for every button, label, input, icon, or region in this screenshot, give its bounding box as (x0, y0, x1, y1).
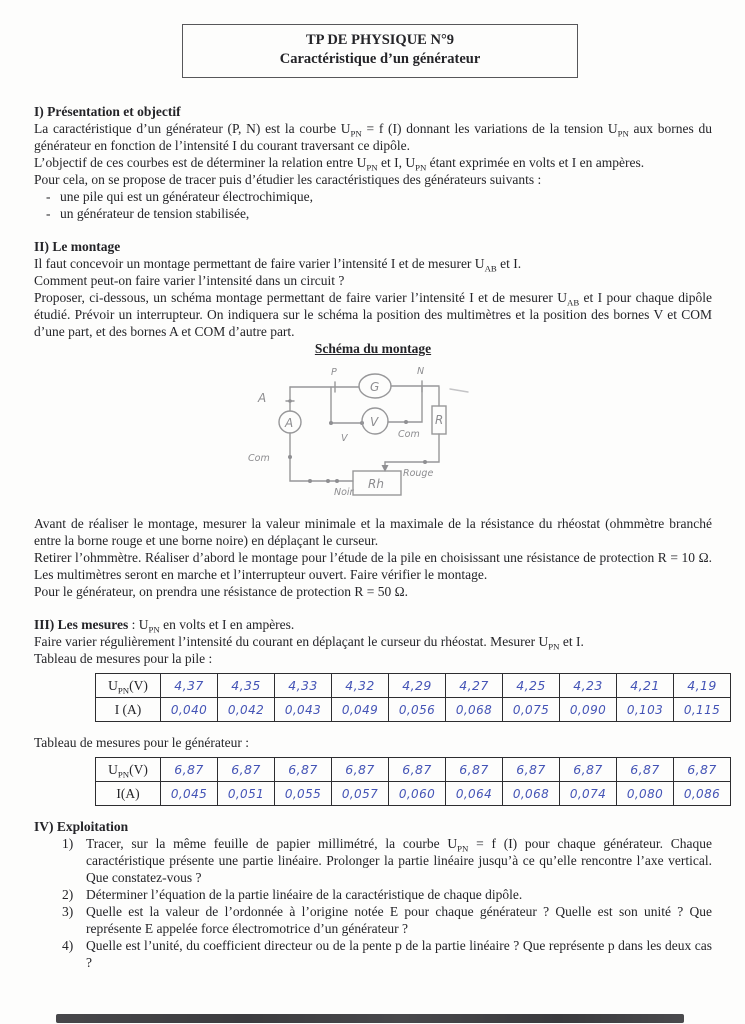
section3-heading (34, 616, 712, 633)
junction-dot (326, 479, 330, 483)
table-row (96, 674, 731, 698)
junction-dot (335, 479, 339, 483)
measurement-cell: 0,045 (161, 782, 218, 806)
measurement-cell: 4,33 (275, 674, 332, 698)
item-number: 1) (62, 836, 74, 851)
voltmeter-label: V (370, 415, 379, 429)
measurement-cell: 6,87 (161, 758, 218, 782)
list-item (34, 886, 712, 903)
measurement-cell: 6,87 (446, 758, 503, 782)
measurement-cell: 0,040 (161, 698, 218, 722)
ammeter-label: A (285, 416, 294, 430)
measurement-cell: 4,32 (332, 674, 389, 698)
generator-measurements-table (95, 757, 731, 806)
measurement-cell: 0,086 (674, 782, 731, 806)
paragraph: Pour le générateur, on prendra une résistance de protection R = 50 Ω. (34, 584, 408, 599)
paragraph: Avant de réaliser le montage, mesurer la valeur minimale et la maximale de la résistance du rhéostat (ohmmètre branché entre la borne rouge et une borne noire) en déplaçant le curseur. (34, 516, 712, 548)
measurement-cell: 6,87 (218, 758, 275, 782)
list-item (34, 835, 712, 886)
measurement-cell: 0,049 (332, 698, 389, 722)
measurement-cell: 6,87 (332, 758, 389, 782)
measurement-cell: 0,056 (389, 698, 446, 722)
measurement-cell: 6,87 (674, 758, 731, 782)
measurement-cell: 0,068 (446, 698, 503, 722)
measurement-cell: 4,29 (389, 674, 446, 698)
list-item (34, 937, 712, 971)
rheostat-label: Rh (368, 477, 384, 491)
table-row (96, 758, 731, 782)
generator-label: G (370, 380, 380, 394)
measurement-cell: 0,055 (275, 782, 332, 806)
section3-heading-bold: III) Les mesures (34, 617, 129, 632)
measurement-cell: 4,37 (161, 674, 218, 698)
measurement-cell: 6,87 (389, 758, 446, 782)
measurement-cell: 0,051 (218, 782, 275, 806)
schema-title: Schéma du montage (314, 341, 432, 356)
item-number: 3) (62, 904, 74, 919)
item-text: Déterminer l’équation de la partie linéaire de la caractéristique de chaque dipôle. (86, 887, 523, 902)
document-subtitle: Caractéristique d’un générateur (279, 51, 481, 67)
ammeter-com-label: Com (248, 453, 270, 464)
voltmeter-terminal-label: V (341, 433, 348, 444)
list-item (34, 188, 712, 205)
paragraph: Comment peut-on faire varier l’intensité dans un circuit ? (34, 273, 345, 288)
measurement-cell: 4,25 (503, 674, 560, 698)
measurement-cell: 4,35 (218, 674, 275, 698)
measurement-cell: 6,87 (503, 758, 560, 782)
measurement-cell: 4,27 (446, 674, 503, 698)
measurement-cell: 0,060 (389, 782, 446, 806)
bullet-text: une pile qui est un générateur électrochimique, (60, 189, 314, 204)
paragraph: La caractéristique d’un générateur (P, N) est la courbe $U_{PN} = f$ (I) donnant les variations de la tension $U_{PN}$ aux bornes du générateur en fonction de l’intensité I du courant traversant ce dipôle. (34, 121, 712, 153)
item-text: Quelle est la valeur de l’ordonnée à l’origine notée E pour chaque générateur ? Quelle est son unité ? Que représente E appelée force électromotrice d’un générateur ? (86, 904, 712, 936)
paragraph: Proposer, ci-dessous, un schéma montage permettant de faire varier l’intensité I et de mesurer $U_{AB}$ et I pour chaque dipôle étudié. Prévoir un interrupteur. On indiquera sur le schéma la position des multimètres et la position des bornes V et COM d’une part, et des bornes A et COM d’autre part. (34, 290, 713, 339)
table-pile-caption: Tableau de mesures pour la pile : (34, 651, 213, 666)
circuit-wire (388, 387, 422, 422)
section1-heading: I) Présentation et objectif (34, 104, 181, 119)
paragraph: Faire varier régulièrement l’intensité du courant en déplaçant le curseur du rhéostat. Mesurer $U_{PN}$ et I. (34, 634, 584, 652)
row-header: $U_{PN}(V)$ (96, 674, 161, 698)
junction-dot (404, 420, 408, 424)
red-terminal-label: Rouge (403, 468, 434, 479)
circuit-sketch (240, 361, 500, 513)
black-terminal-label: Noir (334, 487, 354, 498)
paragraph: Il faut concevoir un montage permettant de faire varier l’intensité I et de mesurer $U_{AB}$ et I. (34, 256, 522, 274)
table-row (96, 698, 731, 722)
measurement-cell: 4,23 (560, 674, 617, 698)
measurement-cell: 0,075 (503, 698, 560, 722)
scan-artifact-bar (56, 1014, 684, 1023)
section-mesures (34, 616, 721, 806)
list-item (34, 903, 712, 937)
measurement-cell: 0,103 (617, 698, 674, 722)
circuit-diagram (240, 361, 712, 513)
measurement-cell: 0,074 (560, 782, 617, 806)
junction-dot (423, 460, 427, 464)
row-header: I (A) (96, 698, 161, 722)
item-text: Tracer, sur la même feuille de papier millimétré, la courbe $U_{PN} = f$ (I) pour chaque générateur. Chaque caractéristique présente une partie linéaire. Prolonger la partie linéaire jusqu’à ce qu’elle rencontre l’axe vertical. Que constatez-vous ? (86, 836, 712, 885)
pile-measurements-table (95, 673, 731, 722)
bullet-marker: - (46, 189, 51, 204)
measurement-cell: 0,068 (503, 782, 560, 806)
measurement-cell: 0,042 (218, 698, 275, 722)
bullet-text: un générateur de tension stabilisée, (60, 206, 250, 221)
measurement-cell: 0,057 (332, 782, 389, 806)
table-row (96, 782, 731, 806)
section-exploitation (34, 818, 712, 971)
title-box (182, 24, 578, 78)
measurement-cell: 0,115 (674, 698, 731, 722)
table-generator-caption: Tableau de mesures pour le générateur : (34, 735, 249, 750)
list-item (34, 205, 712, 222)
bullet-marker: - (46, 206, 51, 221)
section4-heading: IV) Exploitation (34, 819, 129, 834)
measurement-cell: 0,064 (446, 782, 503, 806)
measurement-cell: 6,87 (560, 758, 617, 782)
junction-dot (329, 421, 333, 425)
voltmeter-com-label: Com (398, 429, 420, 440)
item-number: 4) (62, 938, 74, 953)
measurement-cell: 0,090 (560, 698, 617, 722)
paragraph: Pour cela, on se propose de tracer puis d’étudier les caractéristiques des générateurs suivants : (34, 172, 542, 187)
junction-dot (308, 479, 312, 483)
measurement-cell: 6,87 (617, 758, 674, 782)
section2-heading: II) Le montage (34, 239, 121, 254)
measurement-cell: 6,87 (275, 758, 332, 782)
ammeter-terminal-label: A (258, 391, 267, 405)
row-header: $U_{PN}(V)$ (96, 758, 161, 782)
section-montage (34, 238, 712, 600)
question-list (34, 835, 712, 971)
item-text: Quelle est l’unité, du coefficient directeur ou de la pente p de la partie linéaire ? Que représente p dans les deux cas ? (86, 938, 712, 970)
section-presentation (34, 103, 712, 222)
junction-dot (288, 399, 292, 403)
measurement-cell: 4,21 (617, 674, 674, 698)
section3-heading-rest: : $U_{PN}$ en volts et I en ampères. (128, 617, 295, 635)
junction-dot (288, 455, 292, 459)
node-n-label: N (417, 366, 425, 377)
measurement-cell: 0,080 (617, 782, 674, 806)
row-header: I(A) (96, 782, 161, 806)
item-number: 2) (62, 887, 74, 902)
circuit-wire (331, 387, 362, 423)
measurement-cell: 4,19 (674, 674, 731, 698)
document-title: TP DE PHYSIQUE N°9 (305, 32, 454, 48)
paragraph: L’objectif de ces courbes est de déterminer la relation entre $U_{PN}$ et I, $U_{PN}$ étant exprimée en volts et I en ampères. (34, 155, 645, 173)
measurement-cell: 0,043 (275, 698, 332, 722)
resistor-label: R (435, 413, 444, 427)
paragraph: Retirer l’ohmmètre. Réaliser d’abord le montage pour l’étude de la pile en choisissant une résistance de protection R = 10 Ω. Les multimètres seront en marche et l’interrupteur ouvert. Faire vérifier le montage. (34, 550, 712, 582)
stray-pencil-mark (450, 389, 468, 392)
node-p-label: P (331, 367, 337, 378)
